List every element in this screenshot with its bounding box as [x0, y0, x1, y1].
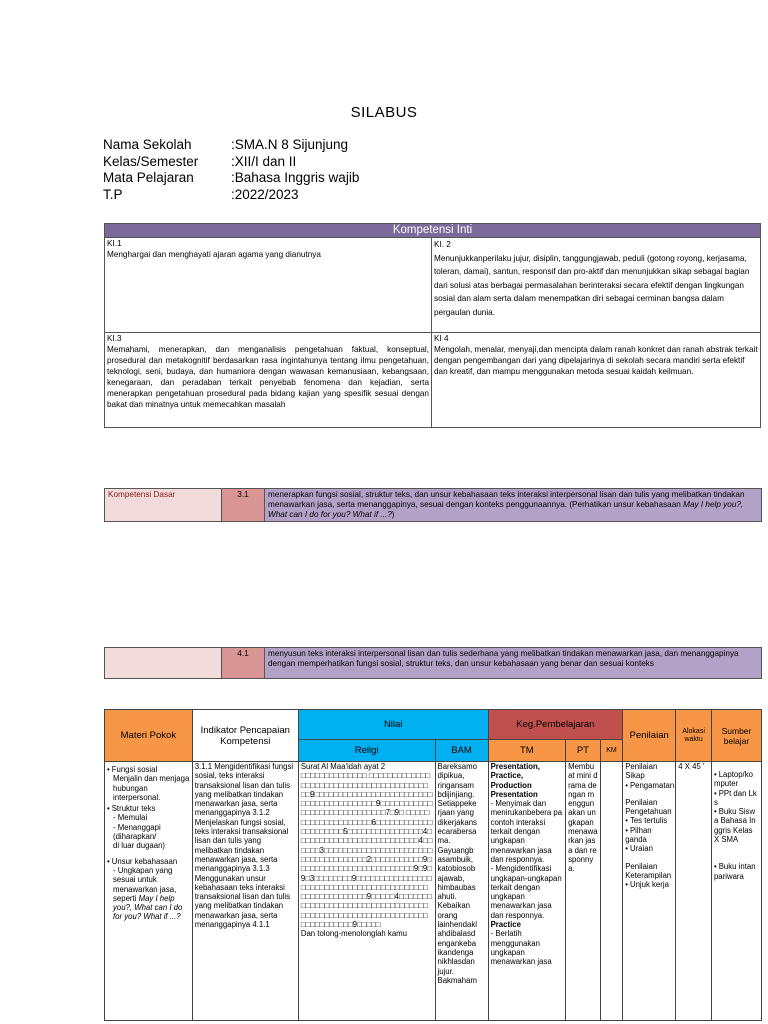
materi-item: • Unsur kebahasaan [107, 857, 190, 866]
header-nilai: Nilai [298, 710, 488, 740]
info-row-subject: Mata Pelajaran :Bahasa Inggris wajib [103, 170, 360, 185]
header-keg: Keg.Pembelajaran [488, 710, 623, 740]
header-sumber: Sumber belajar [711, 710, 761, 762]
header-religi: Religi [298, 740, 435, 762]
header-penilaian: Penilaian [623, 710, 676, 762]
ki1-cell: KI.1 Menghargai dan menghayati ajaran agama yang dianutnya [105, 238, 432, 333]
cell-tm: Presentation, Practice, Production Presentation - Menyimak dan menirukanbebera pa contoh interaksi terkait dengan ungkapan menawarkan jasa dan responnya. - Mengidentifikasi ungkapan-ungkapan terkait dengan ungkapan menawarkan jasa dan responnya. Practice - Berlatih menggunakan ungkapan menawarkan jasa [488, 762, 566, 1021]
info-row-school: Nama Sekolah :SMA.N 8 Sijunjung [103, 137, 349, 152]
header-bam: BAM [435, 740, 488, 762]
kd-label: Kompetensi Dasar [105, 489, 222, 522]
kd-text: menyusun teks interaksi interpersonal lisan dan tulis sederhana yang melibatkan tindakan menawarkan jasa, dan menanggapinya dengan memperhatikan fungsi sosial, struktur teks, dan unsur kebahasaan yang benar dan sesuai konteks [265, 648, 762, 679]
header-km: KM [600, 740, 622, 762]
materi-item: • Fungsi sosial [107, 765, 190, 774]
page-title: SILABUS [350, 104, 418, 121]
ki4-cell: KI 4 Mengolah, menalar, menyaji,dan mencipta dalam ranah konkret dan ranah abstrak terkait dengan pengembangan dari yang dipelajarinya di sekolah secara mandiri serta efektif dan kreatif, dan mampu menggunakan metoda sesuai kaidah keilmuan. [432, 333, 761, 428]
kompetensi-inti-table [104, 223, 761, 428]
kd-number: 3.1 [222, 489, 265, 522]
cell-indikator: 3.1.1 Mengidentifikasi fungsi sosial, teks interaksi transaksional lisan dan tulis yang melibatkan tindakan menawarkan jasa, serta menanggapinya 3.1.2 Menjelaskan fungsi sosial, teks interaksi transaksional lisan dan tulis yang melibatkan tindakan menawarkan jasa, serta menanggapinya 3.1.3 Menggunakan unsur kebahasaan teks interaksi transaksional lisan dan tulis yang melibatkan tindakan menawarkan jasa, serta menanggapinya 4.1.1 [192, 762, 298, 1021]
ki2-cell: KI. 2 Menunjukkanperilaku jujur, disiplin, tanggungjawab, peduli (gotong royong, kerjasama, toleran, damai), santun, responsif dan pro-aktif dan menunjukkan sikap sebagai bagian dari solusi atas berbagai permasalahan berinteraksi secara efektif dengan lingkungan sosial dan alam serta dalam menempatkan diri sebagai cerminan bangsa dalam pergaulan dunia. [432, 238, 761, 333]
cell-materi: • Fungsi sosial Menjalin dan menjaga hubungan interpersonal. • Struktur teks - Memulai - Menanggapi (diharapkan/ di luar dugaan) • Unsur kebahasaan - Ungkapan yang sesuai untuk menawarkan jasa, seperti May I help you?, What can I do for you? What if ...? [105, 762, 193, 1021]
kd-number: 4.1 [222, 648, 265, 679]
silabus-table [104, 709, 762, 1021]
kd-3-1-table [104, 488, 762, 522]
info-row-class: Kelas/Semester :XII/I dan II [103, 153, 297, 169]
header-tm: TM [488, 740, 566, 762]
header-indikator: Indikator Pencapaian Kompetensi [192, 710, 298, 762]
header-materi: Materi Pokok [105, 710, 193, 762]
cell-religi: Surat Al Maa'idah ayat 2 □□□□□□□□□□□□□□ □□□□□□□□□□□□□□□□□□□□□□□□□□□□□□□□□□□□□□□□□□9□□□□□□□□□□□□□□□□□□□□□□□□□□□□□□□□□□□□□□□□□9□□□□□□□□□□□□□□□□□□□□□□□□□□□□□7□9□ □□□□□□□□□□□□□□□□□□□□6□□□□□□□□□□□□□□□□□□□□□5□□□□□□□□□□□□□□□□4□□□□□□□□□□□□□□□□□□□□□□□□□□4□□□□□□3□□□□□□□□□□□□□□□□□□□□□□□□□□□□□□□□□□□□□2□□□□□□□□□□□9□□□□□□□□□□□□□□□□□□□□□□□□□9□9□9□3□□□□□□□□9□□□□□□□□□□□□□□□□□□□□□□□□□□□□□□□□□□□□□□□□□□□□□□□□□□□□□□□□□9□□□□□4□□□□□□□□□□□□□□□□□□□□□□□□□□□□□□□□□□□□□□□□□□□□□□□□□□□□□□□□□□□□□□□□□□□□□□□□9□□□□□ Dan tolong-menolonglah kamu [298, 762, 435, 1021]
materi-item: • Struktur teks [107, 804, 190, 813]
cell-bam: Bareksamo dipikua, ringansam bdijinjiang. Setiappeke rjaan yang dikerjakans ecarabersa ma. Gayuangb asambuik, katobiosob ajawab, himbaubas ahuti. Kebaikan orang lainhendakl ahdibalasd engankeba ikandenga nikhlasdan jujur. Bakmaham [435, 762, 488, 1021]
header-pt: PT [566, 740, 601, 762]
ki-header: Kompetensi Inti [105, 224, 761, 238]
kd-4-1-table [104, 647, 762, 679]
cell-pt: Membuat mini drama dengan menggunakan ungkapan menawarkan jasa dan responnya. [566, 762, 601, 1021]
cell-alokasi: 4 X 45 ' [676, 762, 712, 1021]
cell-sumber: • Laptop/komputer • PPt dan Lks • Buku Siswa Bahasa Inggris Kelas X SMA • Buku intan pariwara [711, 762, 761, 1021]
kd-text: menerapkan fungsi sosial, struktur teks, dan unsur kebahasaan teks interaksi interpersonal lisan dan tulis yang melibatkan tindakan menawarkan jasa, serta menanggapinya, sesuai dengan konteks penggunaannya. (Perhatikan unsur kebahasaan May I help you?, What can I do for you? What if ...?) [265, 489, 762, 522]
school-info [103, 137, 359, 203]
header-alokasi: Alokasi waktu [676, 710, 712, 762]
cell-km [600, 762, 622, 1021]
kd-label-empty [105, 648, 222, 679]
info-row-year: T.P :2022/2023 [103, 186, 299, 202]
ki3-cell: KI.3 Memahami, menerapkan, dan menganalisis pengetahuan faktual, konseptual, prosedural dan metakognitif berdasarkan rasa ingintahunya tentang ilmu pengetahuan, teknologi, seni, budaya, dan humaniora dengan wawasan kemanusiaan, kebangsaan, kenegaraan, dan peradaban terkait penyebab fenomena dan kejadian, serta menerapkan pengetahuan prosedural pada bidang kajian yang spesifik sesuai dengan bakat dan minatnya untuk memecahkan masalah [105, 333, 432, 428]
cell-penilaian: Penilaian Sikap • Pengamatan Penilaian Pengetahuan • Tes tertulis • Pilhan ganda • Uraian Penilaian Keterampilan • Unjuk kerja [623, 762, 676, 1021]
